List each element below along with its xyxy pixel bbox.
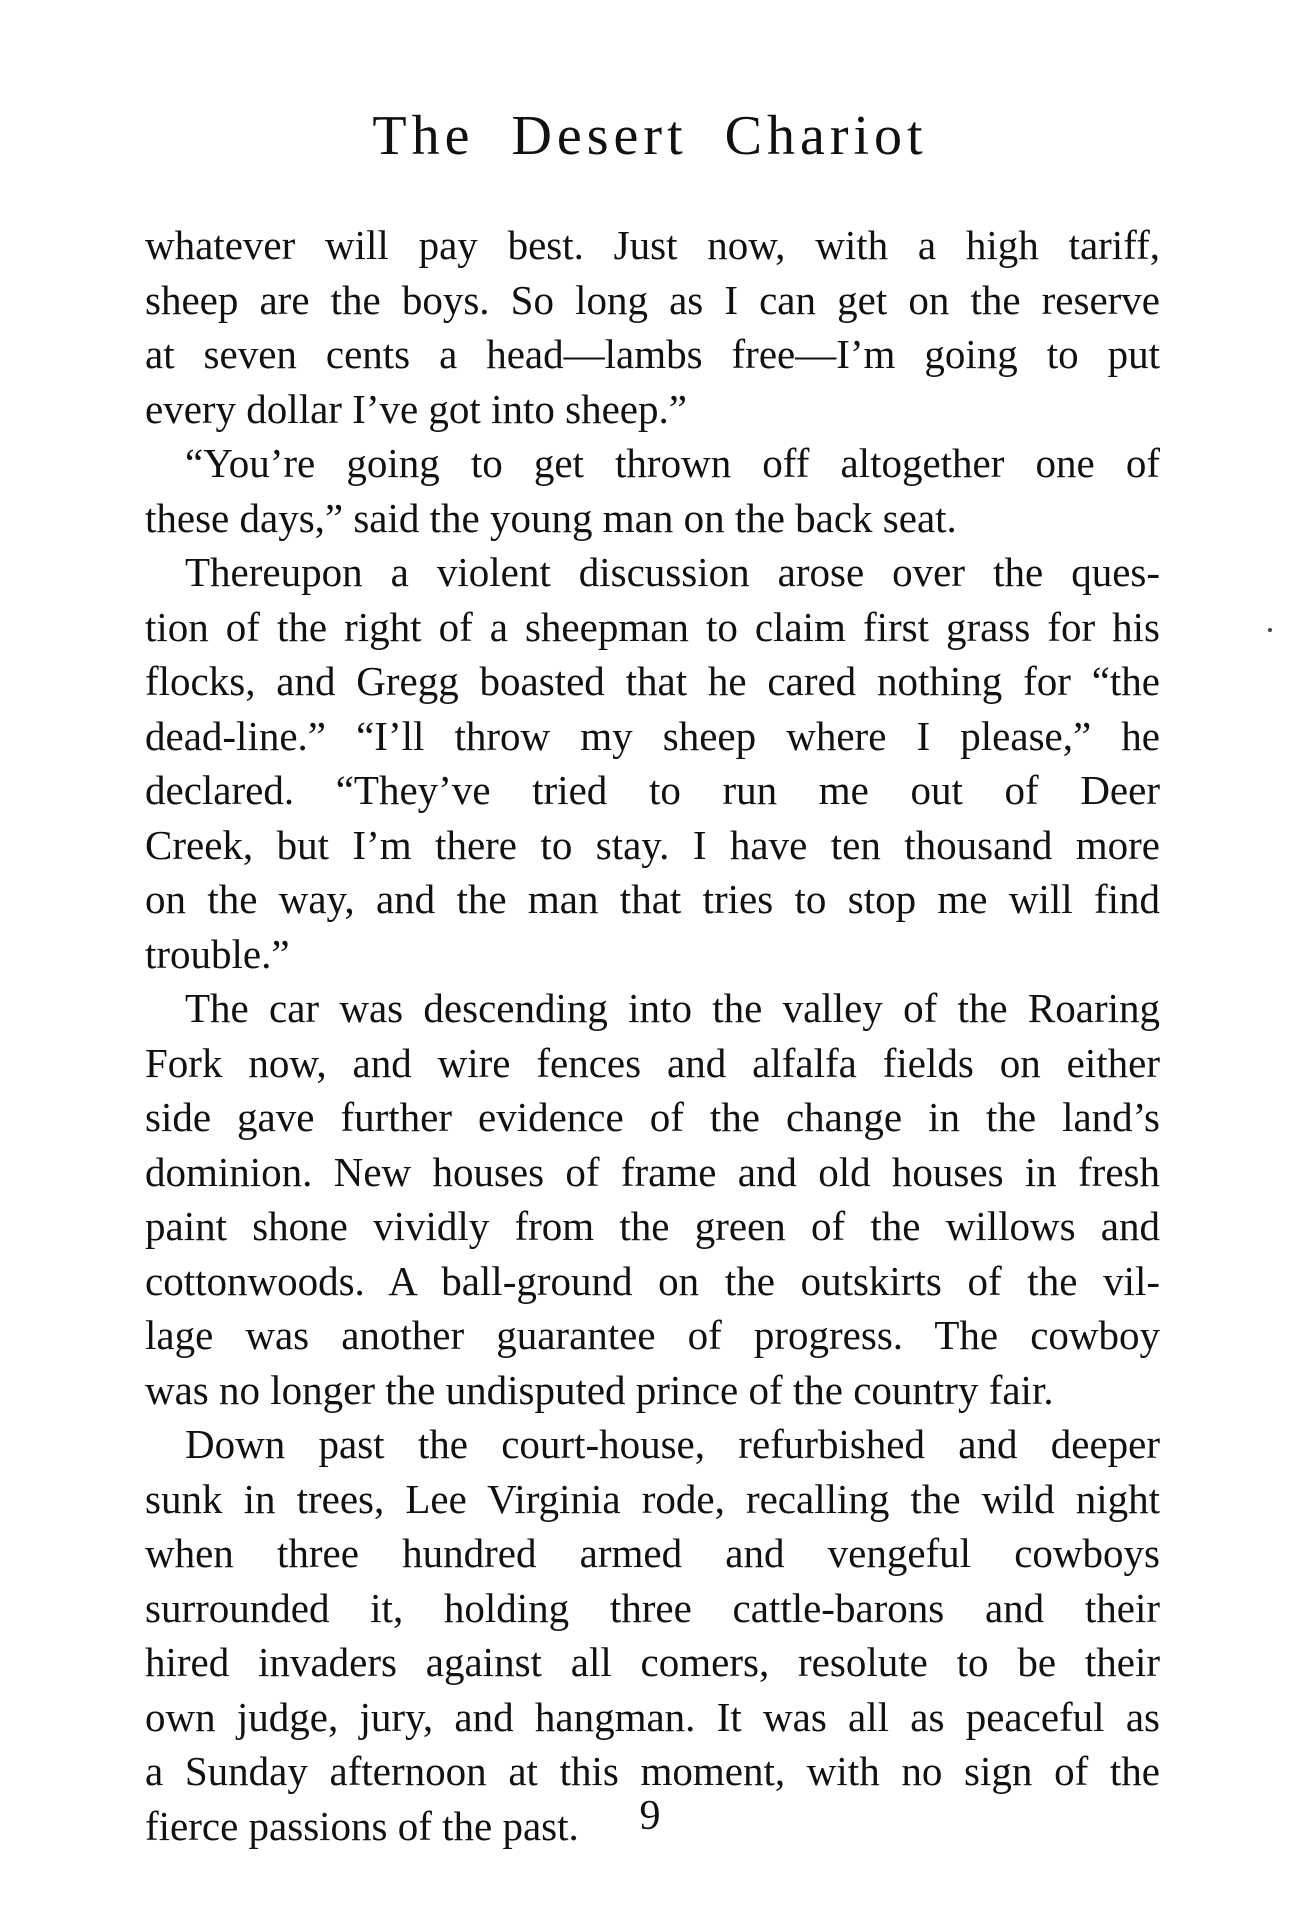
text-line: declared. “They’ve tried to run me out of Deer bbox=[145, 767, 1160, 813]
text-line: Down past the court-house, refurbished and deeper bbox=[185, 1421, 1160, 1467]
body-text bbox=[145, 218, 1160, 1853]
text-line: tion of the right of a sheepman to claim first grass for his bbox=[145, 603, 1160, 650]
text-line: at seven cents a head—lambs free—I’m going to put bbox=[145, 331, 1160, 377]
text-line: dominion. New houses of frame and old houses in fresh bbox=[145, 1148, 1160, 1195]
text-line: whatever will pay best. Just now, with a high tariff, bbox=[145, 222, 1160, 268]
text-line: paint shone vividly from the green of the willows and bbox=[145, 1203, 1160, 1249]
text-line: cottonwoods. A ball-ground on the outskirts of the vil- bbox=[145, 1257, 1160, 1304]
paragraph-dialogue bbox=[145, 436, 1160, 545]
text-line: dead-line.” “I’ll throw my sheep where I please,” he bbox=[145, 712, 1160, 759]
text-line: “You’re going to get thrown off altogether one of bbox=[185, 440, 1160, 486]
text-line: fierce passions of the past. bbox=[145, 1802, 579, 1849]
scan-speck bbox=[1268, 628, 1272, 632]
paragraph-valley bbox=[145, 981, 1160, 1417]
text-line: Creek, but I’m there to stay. I have ten thousand more bbox=[145, 821, 1160, 868]
text-line: The car was descending into the valley of the Roaring bbox=[185, 985, 1160, 1031]
text-line: trouble.” bbox=[145, 930, 290, 977]
text-line: every dollar I’ve got into sheep.” bbox=[145, 385, 687, 432]
text-line: own judge, jury, and hangman. It was all as peaceful as bbox=[145, 1693, 1160, 1740]
text-line: flocks, and Gregg boasted that he cared nothing for “the bbox=[145, 658, 1160, 704]
text-line: Fork now, and wire fences and alfalfa fields on either bbox=[145, 1039, 1160, 1086]
text-line: these days,” said the young man on the back seat. bbox=[145, 494, 957, 541]
text-line: side gave further evidence of the change in the land’s bbox=[145, 1094, 1160, 1140]
page-number: 9 bbox=[639, 1793, 661, 1839]
running-title: The Desert Chariot bbox=[372, 105, 928, 167]
text-line: a Sunday afternoon at this moment, with no sign of the bbox=[145, 1748, 1160, 1794]
text-line: hired invaders against all comers, resolute to be their bbox=[145, 1639, 1160, 1685]
text-line: when three hundred armed and vengeful cowboys bbox=[145, 1530, 1160, 1576]
paragraph-discussion bbox=[145, 545, 1160, 981]
text-line: lage was another guarantee of progress. The cowboy bbox=[145, 1312, 1160, 1358]
text-line: Thereupon a violent discussion arose over the ques- bbox=[185, 549, 1160, 595]
paragraph-continuation bbox=[145, 218, 1160, 436]
text-line: sheep are the boys. So long as I can get on the reserve bbox=[145, 276, 1160, 323]
text-line: on the way, and the man that tries to stop me will find bbox=[145, 876, 1160, 922]
text-line: surrounded it, holding three cattle-barons and their bbox=[145, 1584, 1160, 1631]
text-line: sunk in trees, Lee Virginia rode, recalling the wild night bbox=[145, 1475, 1160, 1522]
paragraph-court-house bbox=[145, 1417, 1160, 1853]
text-line: was no longer the undisputed prince of the country fair. bbox=[145, 1366, 1054, 1413]
